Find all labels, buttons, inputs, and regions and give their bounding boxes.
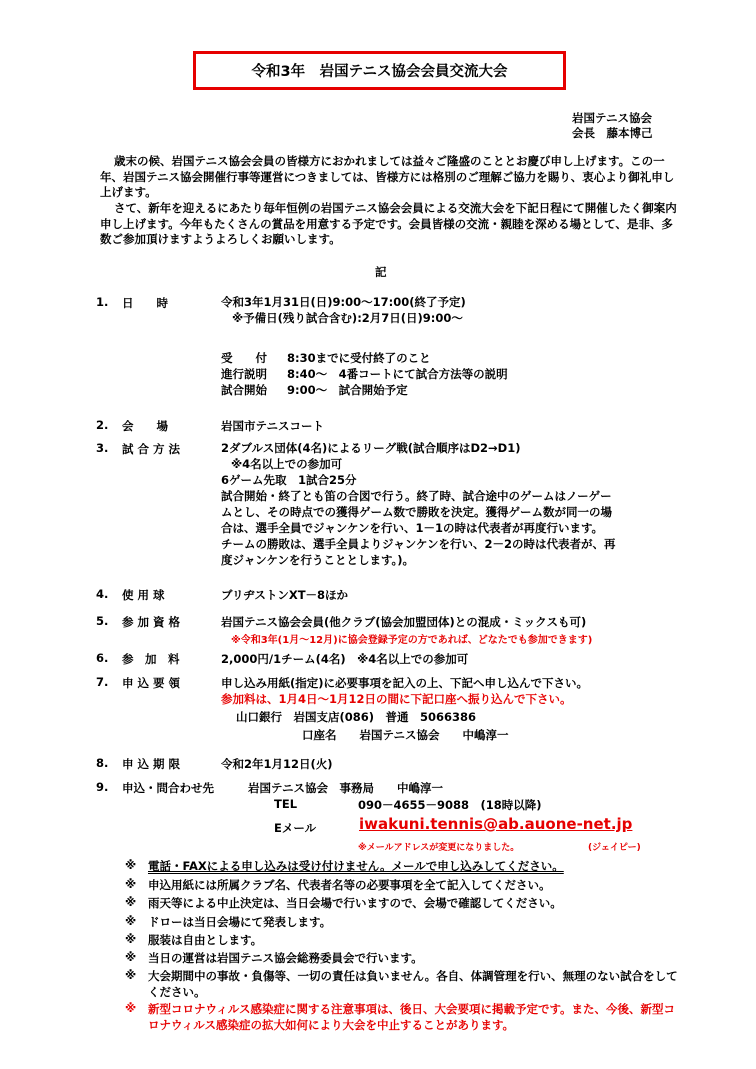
method-line: チームの勝敗は、選手全員よりジャンケンを行い、2－2の時は代表者が、再 bbox=[221, 537, 616, 551]
eligibility-value: 岩国テニス協会会員(他クラブ(協会加盟団体)との混成・ミックスも可) bbox=[221, 615, 587, 629]
note-mark: ※ bbox=[125, 914, 137, 928]
note-text: 申込用紙には所属クラブ名、代表者名等の必要事項を全て記入してください。 bbox=[148, 878, 551, 892]
item-number: 6. bbox=[96, 651, 109, 665]
item-label-apply: 申 込 要 領 bbox=[122, 676, 181, 690]
mail-change-note: ※メールアドレスが変更になりました。 bbox=[358, 843, 520, 853]
method-line: 試合開始・終了とも笛の合図で行う。終了時、試合途中のゲームはノーゲー bbox=[221, 489, 612, 503]
page-title bbox=[193, 51, 566, 90]
item-label-fee: 参 加 料 bbox=[122, 652, 180, 666]
note-mark: ※ bbox=[125, 1001, 137, 1015]
method-line: 2ダブルス団体(4名)によるリーグ戦(試合順序はD2→D1) bbox=[221, 441, 521, 455]
item-number: 5. bbox=[96, 614, 109, 628]
title-text: 令和3年 岩国テニス協会会員交流大会 bbox=[251, 64, 508, 80]
item-label-date: 日 時 bbox=[122, 296, 168, 310]
intro-paragraph-1: 歳末の候、岩国テニス協会会員の皆様方におかれましては益々ご隆盛のこととお慶び申し上げます。この一年、岩国テニス協会開催行事等運営につきましては、皆様方には格別のご理解ご協力を賜り、衷心より御礼申し上げます。 bbox=[100, 154, 675, 199]
note-mark: ※ bbox=[125, 895, 137, 909]
bank-info: 山口銀行 岩国支店(086) 普通 5066386 bbox=[236, 710, 477, 724]
item-number: 8. bbox=[96, 756, 109, 770]
note-text: 当日の運営は岩国テニス協会総務委員会で行います。 bbox=[148, 951, 423, 965]
item-label-contact: 申込・問合わせ先 bbox=[122, 781, 214, 795]
item-number: 3. bbox=[96, 441, 109, 455]
tel-value: 090－4655－9088 (18時以降) bbox=[358, 798, 542, 812]
item-number: 1. bbox=[96, 295, 109, 309]
ball-value: ブリヂストンXT－8ほか bbox=[221, 588, 349, 602]
item-label-venue: 会 場 bbox=[122, 419, 168, 433]
method-line: ※4名以上での参加可 bbox=[231, 457, 343, 471]
item-label-eligibility: 参 加 資 格 bbox=[122, 615, 181, 629]
note-text: 雨天等による中止決定は、当日会場で行いますので、会場で確認してください。 bbox=[148, 896, 562, 910]
schedule-key: 進行説明 bbox=[221, 367, 267, 381]
item-number: 2. bbox=[96, 418, 109, 432]
eligibility-note: ※令和3年(1月～12月)に協会登録予定の方であれば、どなたでも参加できます) bbox=[231, 635, 593, 646]
note-text: 大会期間中の事故・負傷等、一切の責任は負いません。各自、体調管理を行い、無理のない試合をしてください。 bbox=[148, 969, 678, 999]
date-main: 令和3年1月31日(日)9:00～17:00(終了予定) bbox=[221, 295, 466, 309]
email-link[interactable]: iwakuni.tennis@ab.auone-net.jp bbox=[359, 815, 633, 833]
account-info: 口座名 岩国テニス協会 中嶋淳一 bbox=[302, 728, 509, 742]
note-text: 服装は自由とします。 bbox=[148, 933, 263, 947]
schedule-value: 9:00～ 試合開始予定 bbox=[287, 383, 408, 397]
schedule-key: 受 付 bbox=[221, 351, 267, 365]
note-mark: ※ bbox=[125, 858, 137, 872]
item-label-ball: 使 用 球 bbox=[122, 588, 165, 602]
note-mark: ※ bbox=[125, 877, 137, 891]
note-text-covid: 新型コロナウィルス感染症に関する注意事項は、後日、大会要項に掲載予定です。また、今後、新型コロナウィルス感染症の拡大如何により大会を中止することがあります。 bbox=[148, 1002, 676, 1032]
method-line: ムとし、その時点での獲得ゲーム数で勝敗を決定。獲得ゲーム数が同一の場 bbox=[221, 505, 612, 519]
org-president: 会長 藤本博己 bbox=[572, 126, 653, 140]
item-number: 9. bbox=[96, 780, 109, 794]
deadline-value: 令和2年1月12日(火) bbox=[221, 757, 333, 771]
note-text: 電話・FAXによる申し込みは受け付けません。メールで申し込みしてください。 bbox=[148, 859, 564, 873]
ki-heading: 記 bbox=[375, 265, 387, 279]
org-name: 岩国テニス協会 bbox=[572, 111, 653, 125]
note-mark: ※ bbox=[125, 968, 137, 982]
item-number: 4. bbox=[96, 587, 109, 601]
date-reserve: ※予備日(残り試合含む):2月7日(日)9:00～ bbox=[232, 311, 463, 325]
note-mark: ※ bbox=[125, 950, 137, 964]
schedule-value: 8:40～ 4番コートにて試合方法等の説明 bbox=[287, 367, 508, 381]
fee-value: 2,000円/1チーム(4名) ※4名以上での参加可 bbox=[221, 652, 469, 666]
mail-reading-note: (ジェイピー) bbox=[588, 843, 641, 853]
note-mark: ※ bbox=[125, 932, 137, 946]
contact-value: 岩国テニス協会 事務局 中嶋淳一 bbox=[248, 781, 444, 795]
schedule-key: 試合開始 bbox=[221, 383, 267, 397]
apply-value: 申し込み用紙(指定)に必要事項を記入の上、下記へ申し込んで下さい。 bbox=[221, 676, 589, 690]
note-text: ドローは当日会場にて発表します。 bbox=[148, 915, 332, 929]
venue-value: 岩国市テニスコート bbox=[221, 419, 325, 433]
intro-paragraph-2: さて、新年を迎えるにあたり毎年恒例の岩国テニス協会会員による交流大会を下記日程にて開催したく御案内申し上げます。今年もたくさんの賞品を用意する予定です。会員皆様の交流・親睦を深める場として、是非、多数ご参加頂けますようよろしくお願いします。 bbox=[100, 201, 677, 246]
item-label-method: 試 合 方 法 bbox=[122, 442, 181, 456]
method-line: 合は、選手全員でジャンケンを行い、1－1の時は代表者が再度行います。 bbox=[221, 521, 604, 535]
tel-label: TEL bbox=[274, 797, 298, 811]
schedule-value: 8:30までに受付終了のこと bbox=[287, 351, 431, 365]
method-line: 6ゲーム先取 1試合25分 bbox=[221, 473, 357, 487]
mail-label: Eメール bbox=[274, 821, 317, 835]
item-number: 7. bbox=[96, 675, 109, 689]
item-label-deadline: 申 込 期 限 bbox=[122, 757, 181, 771]
apply-note: 参加料は、1月4日～1月12日の間に下記口座へ振り込んで下さい。 bbox=[221, 692, 572, 706]
method-line: 度ジャンケンを行うこととします。)。 bbox=[221, 553, 415, 567]
